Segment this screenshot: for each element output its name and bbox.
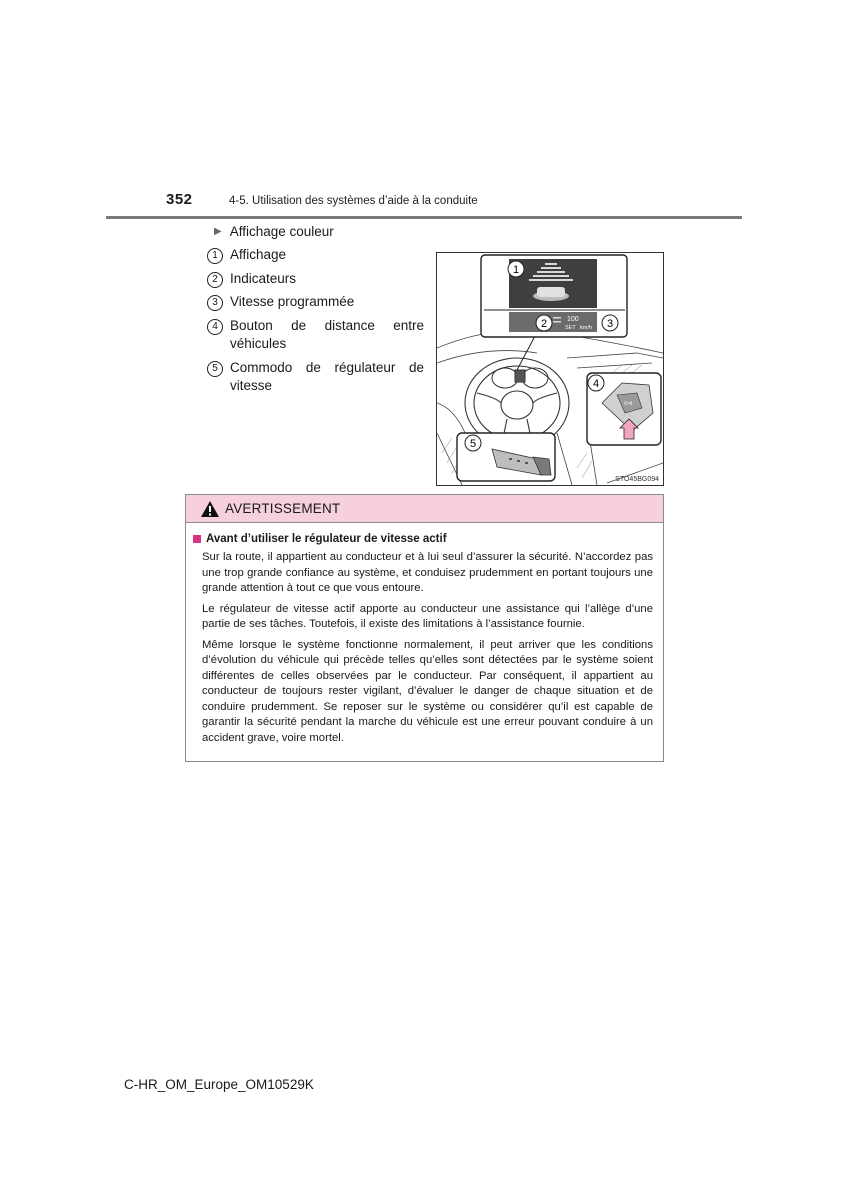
subheading-text: Affichage couleur — [229, 224, 334, 239]
warning-triangle-icon — [200, 500, 220, 518]
list-item — [207, 246, 424, 265]
warning-body — [186, 523, 663, 746]
list-item-text: Bouton de distance entre véhicules — [230, 317, 424, 351]
list-item-text: Commodo de régulateur de vitesse — [230, 359, 424, 393]
page-number: 352 — [166, 191, 193, 208]
square-bullet-icon — [193, 535, 201, 543]
list-item — [207, 293, 424, 312]
warning-subheading — [193, 533, 653, 545]
display-speed: 100 — [567, 316, 579, 323]
display-set: SET — [565, 325, 576, 331]
document-code: C-HR_OM_Europe_OM10529K — [124, 1077, 314, 1092]
callout-legend-list — [207, 246, 424, 399]
warning-subheading-text: Avant d’utiliser le régulateur de vitesse actif — [206, 533, 447, 545]
triangle-bullet-icon: ▶ — [214, 226, 222, 237]
callout-5: 5 — [469, 438, 477, 450]
section-title: 4-5. Utilisation des systèmes d’aide à la conduite — [229, 195, 478, 207]
callout-3: 3 — [606, 318, 614, 330]
callout-1: 1 — [512, 264, 520, 276]
circled-number: 3 — [207, 295, 223, 311]
list-item-text: Indicateurs — [230, 270, 297, 286]
warning-paragraph: Sur la route, il appartient au conducteur et à lui seul d’assurer la sécurité. N’accordez pas une trop grande confiance au système, et conduisez prudemment en portant toujours une grande attention à tout ce que vous entoure. — [202, 551, 653, 594]
list-item-text: Vitesse programmée — [230, 294, 355, 309]
callout-2: 2 — [540, 318, 548, 330]
list-item — [207, 270, 424, 289]
subheading — [214, 224, 334, 239]
figure-code: STO45BG094 — [615, 476, 659, 483]
circled-number: 5 — [207, 361, 223, 377]
circled-number: 4 — [207, 319, 223, 335]
warning-paragraph: Même lorsque le système fonctionne normalement, il peut arriver que les conditions d’évolution du véhicule qui précède telles qu’elles sont détectées par le système soient différentes de celles observées par le conducteur. Par conséquent, il appartient au conducteur de toujours rester vigilant, d’évaluer le danger de chaque situation et de conduire prudemment. Se reposer sur le système ou considérer qu’il est capable de garantir la sécurité pendant la marche du véhicule est une erreur pouvant conduire à un accident grave, voire mortel. — [202, 638, 653, 744]
warning-header — [186, 495, 663, 523]
warning-box — [185, 494, 664, 762]
cockpit-illustration — [436, 252, 664, 486]
display-unit: km/h — [580, 325, 592, 331]
callout-4: 4 — [592, 378, 600, 390]
list-item — [207, 359, 424, 396]
cockpit-drawing — [437, 253, 663, 485]
distance-symbol-icon: ≡⊲ — [624, 401, 633, 407]
header-divider — [106, 216, 742, 219]
list-item-text: Affichage — [230, 247, 287, 262]
warning-paragraph: Le régulateur de vitesse actif apporte au conducteur une assistance qui l’allège d’une partie de ses tâches. Toutefois, il existe des limitations à l’assistance fournie. — [202, 602, 653, 630]
circled-number: 1 — [207, 248, 223, 264]
list-item — [207, 317, 424, 354]
warning-title: AVERTISSEMENT — [225, 501, 341, 516]
circled-number: 2 — [207, 272, 223, 288]
